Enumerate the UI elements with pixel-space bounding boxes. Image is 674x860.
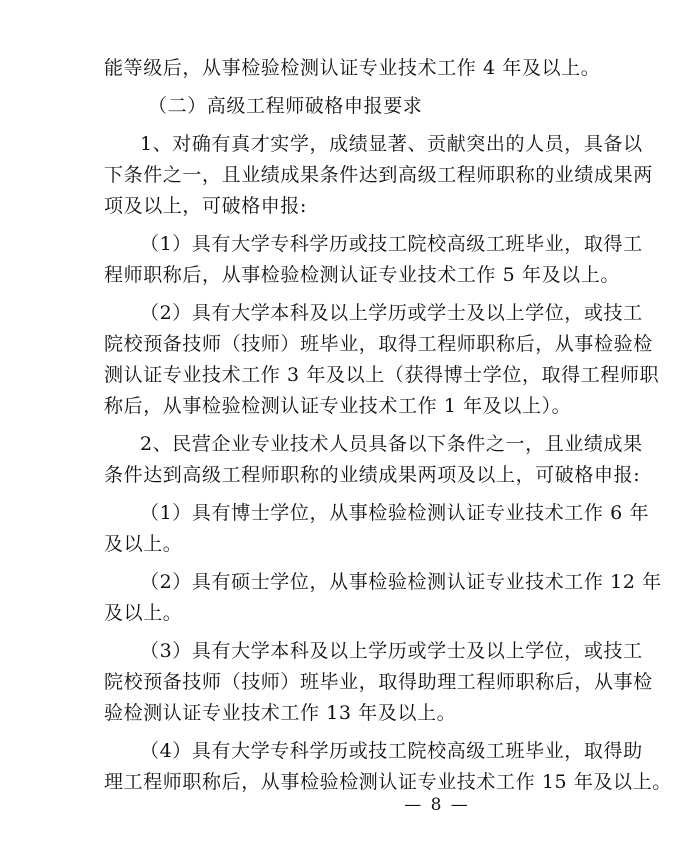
text-line: 验检测认证专业技术工作 13 年及以上。 [104, 702, 457, 724]
text-line: （4）具有大学专科学历或技工院校高级工班毕业，取得助 [140, 740, 643, 762]
text-line: 1、对确有真才实学，成绩显著、贡献突出的人员，具备以 [140, 133, 643, 155]
text-line: 程师职称后，从事检验检测认证专业技术工作 5 年及以上。 [104, 264, 620, 286]
text-line: （1）具有大学专科学历或技工院校高级工班毕业，取得工 [140, 233, 643, 255]
text-line: 称后，从事检验检测认证专业技术工作 1 年及以上）。 [104, 395, 572, 417]
text-line: 院校预备技师（技师）班毕业，取得助理工程师职称后，从事检 [104, 671, 653, 693]
page-number: — 8 — [404, 795, 470, 815]
text-line: 项及以上，可破格申报: [104, 195, 308, 217]
text-line: 及以上。 [104, 533, 183, 555]
text-line: 2、民营企业专业技术人员具备以下条件之一，且业绩成果 [140, 433, 643, 455]
section-heading: （二）高级工程师破格申报要求 [148, 95, 423, 117]
text-line: （2）具有硕士学位，从事检验检测认证专业技术工作 12 年 [140, 571, 662, 593]
text-line: 下条件之一，且业绩成果条件达到高级工程师职称的业绩成果两 [104, 164, 653, 186]
text-line: 院校预备技师（技师）班毕业，取得工程师职称后，从事检验检 [104, 333, 653, 355]
text-line: 理工程师职称后，从事检验检测认证专业技术工作 15 年及以上。 [104, 771, 672, 793]
text-line: 能等级后，从事检验检测认证专业技术工作 4 年及以上。 [104, 57, 601, 79]
text-line: （3）具有大学本科及以上学历或学士及以上学位，或技工 [140, 640, 643, 662]
text-line: 条件达到高级工程师职称的业绩成果两项及以上，可破格申报: [104, 464, 641, 486]
text-line: 测认证专业技术工作 3 年及以上（获得博士学位，取得工程师职 [104, 364, 660, 386]
text-line: （1）具有博士学位，从事检验检测认证专业技术工作 6 年 [140, 502, 650, 524]
text-line: 及以上。 [104, 602, 183, 624]
text-line: （2）具有大学本科及以上学历或学士及以上学位，或技工 [140, 302, 643, 324]
